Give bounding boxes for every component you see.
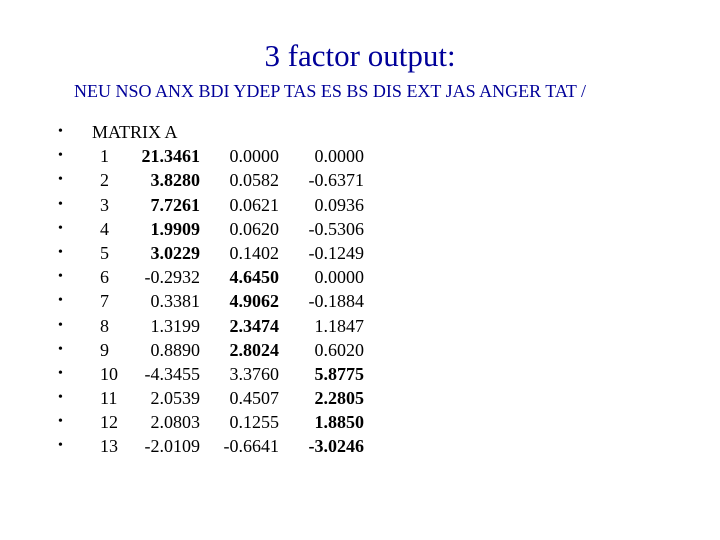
row-index: 8	[100, 315, 109, 336]
row-index: 10	[100, 363, 118, 384]
factor-2-loading: 0.0582	[229, 170, 279, 191]
factor-1-loading: 21.3461	[141, 146, 200, 167]
factor-1-loading: 0.3381	[150, 291, 200, 312]
row-index: 5	[100, 242, 109, 263]
bullet: •	[58, 317, 63, 333]
row-index: 4	[100, 218, 109, 239]
row-index: 9	[100, 339, 109, 360]
factor-3-loading: 0.0000	[314, 267, 364, 288]
factor-1-loading: 0.8890	[150, 339, 200, 360]
factor-1-loading: 3.0229	[150, 242, 200, 263]
bullet: •	[58, 172, 63, 188]
factor-1-loading: 2.0539	[150, 388, 200, 409]
factor-2-loading: 4.9062	[229, 291, 279, 312]
bullet: •	[58, 244, 63, 260]
row-index: 6	[100, 267, 109, 288]
factor-3-loading: -3.0246	[308, 436, 364, 457]
matrix-heading: MATRIX A	[92, 122, 178, 142]
factor-1-loading: -0.2932	[144, 267, 200, 288]
factor-3-loading: 0.6020	[314, 339, 364, 360]
row-index: 2	[100, 170, 109, 191]
factor-2-loading: 0.0620	[229, 218, 279, 239]
factor-1-loading: 1.3199	[150, 315, 200, 336]
bullet: •	[58, 438, 63, 454]
factor-2-loading: 0.0621	[229, 194, 279, 215]
bullet: •	[58, 220, 63, 236]
factor-1-loading: 2.0803	[150, 412, 200, 433]
factor-3-loading: -0.1249	[308, 242, 364, 263]
factor-2-loading: 2.3474	[229, 315, 279, 336]
bullet: •	[58, 196, 63, 212]
row-index: 1	[100, 146, 109, 167]
factor-2-loading: 0.0000	[229, 146, 279, 167]
factor-2-loading: 0.4507	[229, 388, 279, 409]
bullet: •	[58, 293, 63, 309]
row-index: 12	[100, 412, 118, 433]
factor-3-loading: -0.5306	[308, 218, 364, 239]
bullet: •	[58, 269, 63, 285]
bullet: •	[58, 148, 63, 164]
slide-title: 3 factor output:	[264, 38, 456, 73]
bullet: •	[58, 341, 63, 357]
factor-3-loading: 1.8850	[314, 412, 364, 433]
factor-2-loading: 4.6450	[229, 267, 279, 288]
bullet: •	[58, 414, 63, 430]
bullet: •	[58, 124, 63, 139]
factor-1-loading: -4.3455	[144, 363, 200, 384]
row-index: 13	[100, 436, 118, 457]
factor-3-loading: 0.0936	[314, 194, 364, 215]
factor-3-loading: 2.2805	[314, 388, 364, 409]
factor-3-loading: 0.0000	[314, 146, 364, 167]
bullet: •	[58, 365, 63, 381]
bullet: •	[58, 390, 63, 406]
row-index: 7	[100, 291, 109, 312]
factor-1-loading: 1.9909	[150, 218, 200, 239]
factor-2-loading: -0.6641	[223, 436, 279, 457]
factor-3-loading: 1.1847	[314, 315, 364, 336]
row-index: 3	[100, 194, 109, 215]
factor-2-loading: 3.3760	[229, 363, 279, 384]
factor-3-loading: -0.1884	[308, 291, 364, 312]
factor-2-loading: 0.1402	[229, 242, 279, 263]
factor-3-loading: -0.6371	[308, 170, 364, 191]
variable-list: NEU NSO ANX BDI YDEP TAS ES BS DIS EXT JAS ANGER TAT /	[74, 81, 587, 101]
factor-3-loading: 5.8775	[314, 363, 364, 384]
row-index: 11	[100, 388, 118, 409]
factor-2-loading: 0.1255	[229, 412, 279, 433]
factor-1-loading: -2.0109	[144, 436, 200, 457]
factor-2-loading: 2.8024	[229, 339, 279, 360]
factor-1-loading: 3.8280	[150, 170, 200, 191]
factor-1-loading: 7.7261	[150, 194, 200, 215]
